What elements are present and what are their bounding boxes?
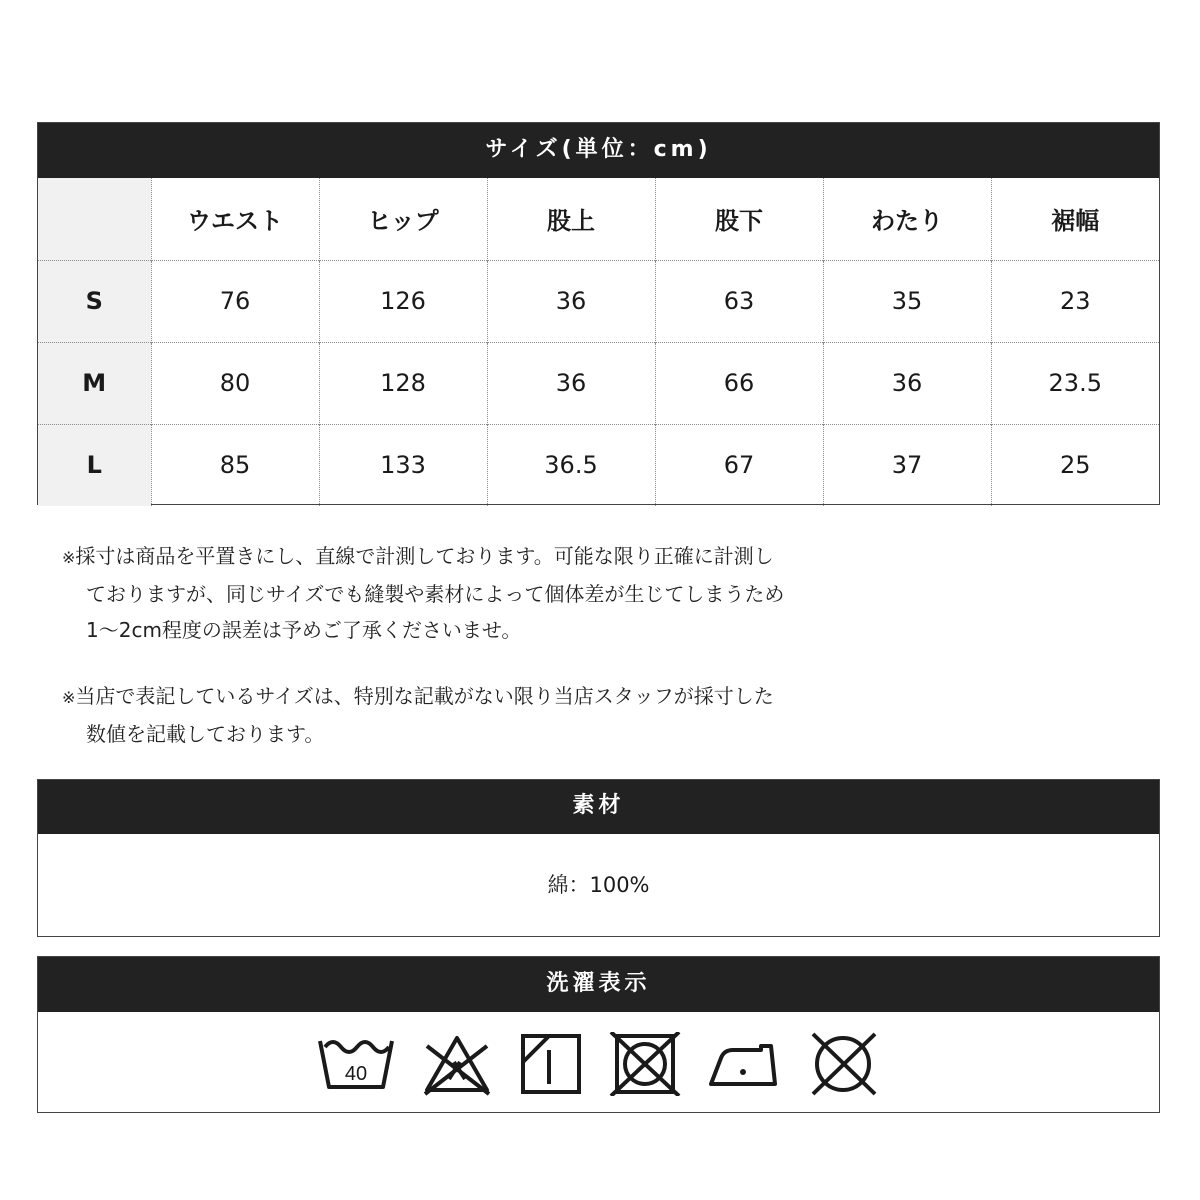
table-cell: 128 — [319, 342, 487, 424]
line-dry-icon — [519, 1032, 583, 1096]
material-title: 素材 — [38, 780, 1159, 834]
header-waist: ウエスト — [151, 178, 319, 260]
table-cell: 23 — [991, 260, 1159, 342]
table-cell: 80 — [151, 342, 319, 424]
table-cell: 133 — [319, 424, 487, 506]
note-line: 数値を記載しております。 — [86, 722, 325, 746]
size-table-title: サイズ(単位：cm) — [38, 123, 1159, 178]
measurement-note — [62, 538, 1142, 648]
table-cell: 67 — [655, 424, 823, 506]
note-mark: ※ — [62, 688, 76, 707]
table-cell: 63 — [655, 260, 823, 342]
table-row — [38, 424, 1159, 506]
header-rise: 股上 — [487, 178, 655, 260]
care-icons — [38, 1012, 1159, 1114]
size-label: M — [38, 342, 151, 424]
table-cell: 85 — [151, 424, 319, 506]
table-cell: 36 — [487, 260, 655, 342]
table-cell: 36.5 — [487, 424, 655, 506]
table-row — [38, 342, 1159, 424]
header-hem-width: 裾幅 — [991, 178, 1159, 260]
table-cell: 36 — [487, 342, 655, 424]
iron-low-icon — [707, 1038, 779, 1090]
size-label: L — [38, 424, 151, 506]
size-notes — [62, 538, 1142, 782]
care-title: 洗濯表示 — [38, 957, 1159, 1012]
table-cell: 23.5 — [991, 342, 1159, 424]
note-line: 当店で表記しているサイズは、特別な記載がない限り当店スタッフが採寸した — [75, 684, 774, 708]
table-cell: 66 — [655, 342, 823, 424]
wash-temperature-text: 40 — [344, 1063, 367, 1085]
care-section — [37, 956, 1160, 1113]
table-cell: 36 — [823, 342, 991, 424]
table-cell: 37 — [823, 424, 991, 506]
material-section — [37, 779, 1160, 937]
note-mark: ※ — [62, 548, 76, 567]
table-cell: 76 — [151, 260, 319, 342]
size-table-section — [37, 122, 1160, 505]
note-line: 採寸は商品を平置きにし、直線で計測しております。可能な限り正確に計測し — [75, 544, 774, 568]
header-corner — [38, 178, 151, 260]
note-line: ておりますが、同じサイズでも縫製や素材によって個体差が生じてしまうため — [86, 582, 785, 606]
no-bleach-icon — [421, 1032, 493, 1096]
header-thigh: わたり — [823, 178, 991, 260]
table-row — [38, 260, 1159, 342]
staff-measurement-note — [62, 678, 1142, 752]
size-label: S — [38, 260, 151, 342]
table-cell: 126 — [319, 260, 487, 342]
no-dry-clean-icon — [805, 1032, 881, 1096]
size-table — [38, 178, 1159, 506]
material-value: 綿：100% — [547, 873, 650, 897]
header-hip: ヒップ — [319, 178, 487, 260]
note-line: 1〜2cm程度の誤差は予めご了承くださいませ。 — [86, 618, 522, 642]
wash-40-icon — [317, 1035, 395, 1093]
header-inseam: 股下 — [655, 178, 823, 260]
table-cell: 35 — [823, 260, 991, 342]
size-table-header-row — [38, 178, 1159, 260]
no-tumble-dry-icon — [609, 1032, 681, 1096]
table-cell: 25 — [991, 424, 1159, 506]
